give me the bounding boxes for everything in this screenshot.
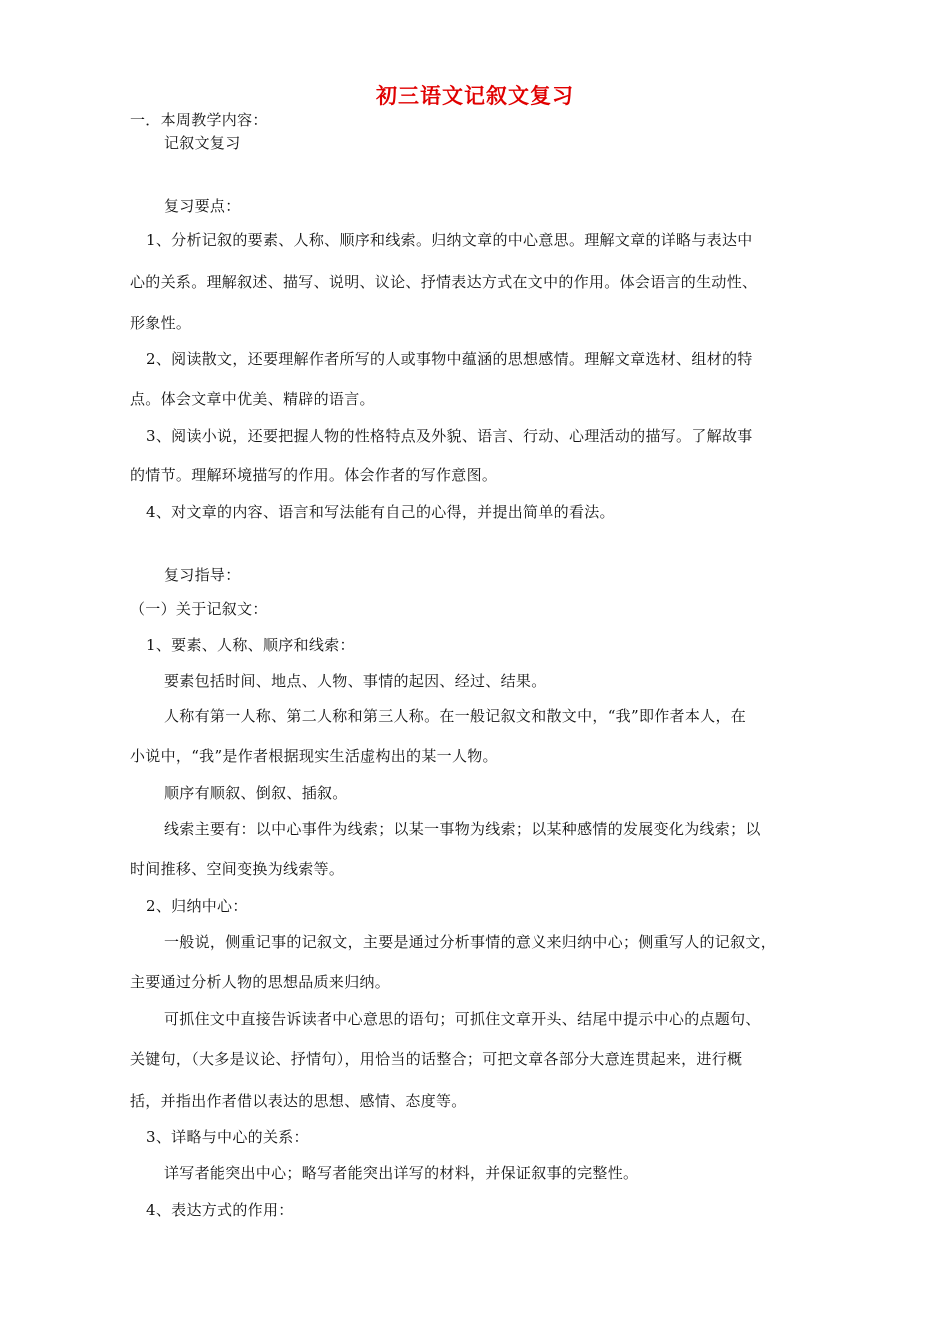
review-guide-heading: 复习指导：: [164, 566, 241, 584]
paragraph-line: 要素包括时间、地点、人物、事情的起因、经过、结果。: [164, 672, 547, 690]
paragraph-line: 1、分析记叙的要素、人称、顺序和线索。归纳文章的中心意思。理解文章的详略与表达中: [146, 231, 753, 249]
paragraph-line: 关键句，（大多是议论、抒情句），用恰当的话整合；可把文章各部分大意连贯起来，进行概: [130, 1050, 743, 1068]
paragraph-line: 主要通过分析人物的思想品质来归纳。: [130, 973, 391, 991]
paragraph-line: 顺序有顺叙、倒叙、插叙。: [164, 784, 348, 802]
paragraph-line: 心的关系。理解叙述、描写、说明、议论、抒情表达方式在文中的作用。体会语言的生动性、: [130, 273, 758, 291]
paragraph-line: 3、阅读小说，还要把握人物的性格特点及外貌、语言、行动、心理活动的描写。了解故事: [146, 427, 753, 445]
paragraph-line: 的情节。理解环境描写的作用。体会作者的写作意图。: [130, 466, 498, 484]
section-heading-weekly-content: 一．本周教学内容：: [130, 111, 268, 129]
subsection-heading: 4、表达方式的作用：: [146, 1201, 294, 1219]
paragraph-line: 详写者能突出中心；略写者能突出详写的材料，并保证叙事的完整性。: [164, 1164, 639, 1182]
subsection-heading: 2、归纳中心：: [146, 897, 248, 915]
document-title: 初三语文记叙文复习: [376, 83, 574, 108]
paragraph-line: 括，并指出作者借以表达的思想、感情、态度等。: [130, 1092, 467, 1110]
paragraph-line: 点。体会文章中优美、精辟的语言。: [130, 390, 375, 408]
paragraph-line: 小说中，“我”是作者根据现实生活虚构出的某一人物。: [130, 747, 498, 765]
review-points-heading: 复习要点：: [164, 197, 241, 215]
paragraph-line: 可抓住文中直接告诉读者中心意思的语句；可抓住文章开头、结尾中提示中心的点题句、: [164, 1010, 761, 1028]
paragraph-line: 一般说，侧重记事的记叙文，主要是通过分析事情的意义来归纳中心；侧重写人的记叙文，: [164, 933, 777, 951]
subsection-heading: 1、要素、人称、顺序和线索：: [146, 636, 355, 654]
paragraph-line: 人称有第一人称、第二人称和第三人称。在一般记叙文和散文中，“我”即作者本人，在: [164, 707, 747, 725]
paragraph-line: 4、对文章的内容、语言和写法能有自己的心得，并提出简单的看法。: [146, 503, 615, 521]
subsection-heading: 3、详略与中心的关系：: [146, 1128, 309, 1146]
paragraph-line: 形象性。: [130, 314, 192, 332]
paragraph-line: 2、阅读散文，还要理解作者所写的人或事物中蕴涵的思想感情。理解文章选材、组材的特: [146, 350, 753, 368]
paragraph-line: 线索主要有：以中心事件为线索；以某一事物为线索；以某种感情的发展变化为线索；以: [164, 820, 761, 838]
paragraph-line: 时间推移、空间变换为线索等。: [130, 860, 345, 878]
content-topic: 记叙文复习: [164, 134, 241, 152]
section-heading-narrative: （一）关于记叙文：: [130, 600, 268, 618]
